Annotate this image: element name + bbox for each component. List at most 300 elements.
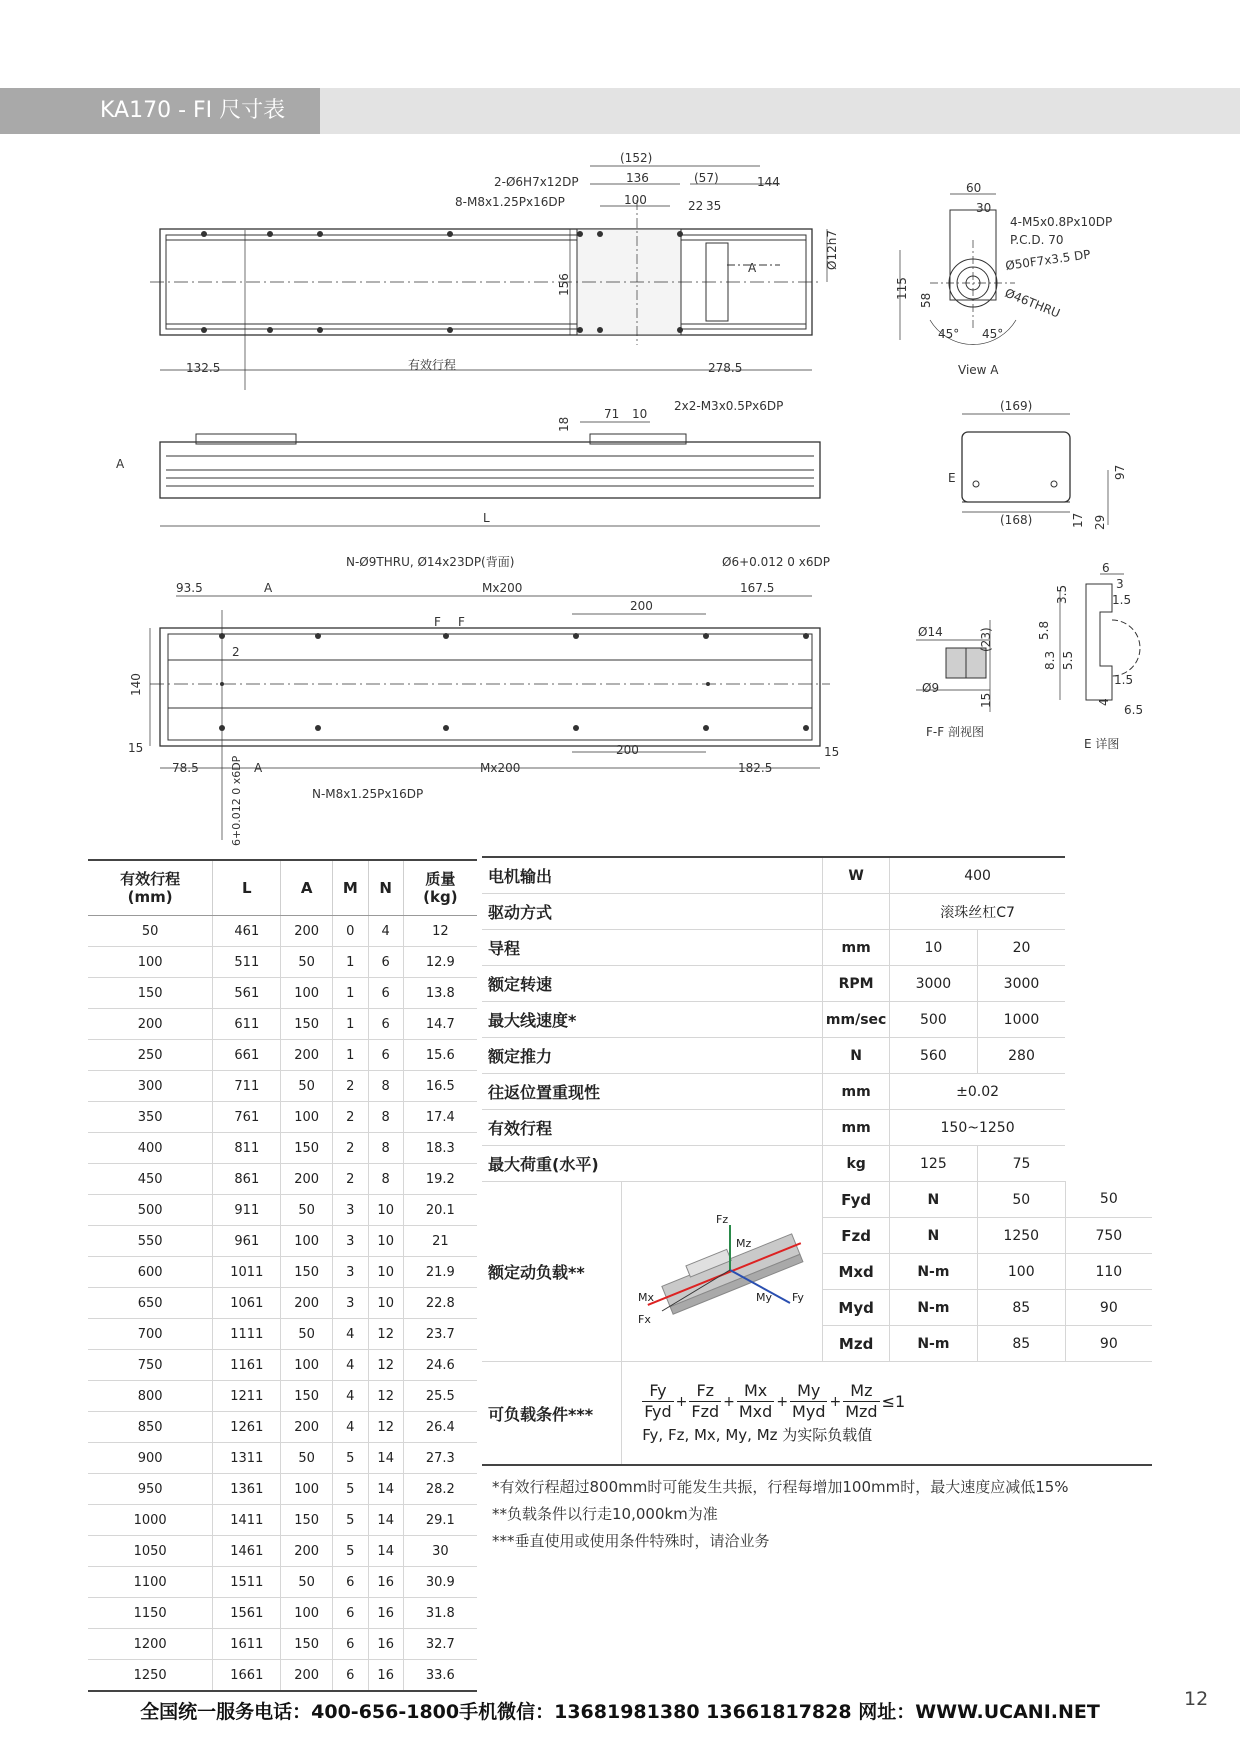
dim-e-6-5: 6.5	[1124, 703, 1144, 717]
dim-169: (169)	[1000, 399, 1033, 413]
dim-e-3: 3	[1116, 577, 1124, 591]
table-cell: 14	[368, 1474, 403, 1505]
load-name: Myd	[823, 1290, 890, 1326]
table-cell: 14.7	[403, 1009, 477, 1040]
dim-35: 35	[706, 199, 722, 213]
dim-30: 30	[976, 201, 992, 215]
table-cell: 3	[332, 1195, 368, 1226]
note-3: ***垂直使用或使用条件特殊时，请洽业务	[492, 1532, 770, 1550]
table-cell: 8	[368, 1071, 403, 1102]
table-row	[88, 1598, 477, 1629]
table-cell: 50	[281, 1071, 333, 1102]
table-row	[88, 978, 477, 1009]
dim-e-5-5: 5.5	[1061, 650, 1075, 670]
table-cell: 16	[368, 1567, 403, 1598]
table-cell: 150	[281, 1381, 333, 1412]
load-value: 110	[1065, 1254, 1152, 1290]
dim-140: 140	[129, 673, 143, 696]
footer-contact: 全国统一服务电话：400-656-1800手机微信：13681981380 13661817828 网址：WWW.UCANI.NET	[140, 1701, 1100, 1723]
dim-m5-holes: 4-M5x0.8Px10DP	[1010, 215, 1113, 229]
dim-152: (152)	[620, 151, 653, 165]
table-cell: 29.1	[403, 1505, 477, 1536]
spec-value: 20	[977, 930, 1065, 966]
table-cell: 150	[281, 1629, 333, 1660]
table-cell: 6	[368, 978, 403, 1009]
dim-15-ff: 15	[979, 692, 993, 708]
table-cell: 1	[332, 1040, 368, 1071]
axis-label-fx: Fx	[638, 1312, 652, 1326]
table-cell: 911	[213, 1195, 281, 1226]
plus-sign: +	[723, 1393, 735, 1410]
table-row	[88, 1412, 477, 1443]
spec-unit: mm	[823, 930, 890, 966]
table-cell: 511	[213, 947, 281, 978]
table-cell: 100	[281, 978, 333, 1009]
table-cell: 1250	[88, 1660, 213, 1692]
spec-label: 有效行程	[482, 1110, 823, 1146]
table-cell: 150	[88, 978, 213, 1009]
table-row	[88, 1505, 477, 1536]
table-cell: 100	[88, 947, 213, 978]
view-a-caption: View A	[958, 363, 999, 377]
table-row	[88, 1319, 477, 1350]
dim-e-1-5-bottom: 1.5	[1114, 673, 1134, 687]
formula-note: Fy, Fz, Mx, My, Mz 为实际负载值	[642, 1426, 873, 1444]
table-cell: 811	[213, 1133, 281, 1164]
detail-mark-e: E	[948, 471, 956, 485]
dim-angle-left: 45°	[938, 327, 960, 341]
notes	[492, 1474, 1069, 1555]
table-cell: 50	[281, 1195, 333, 1226]
header-line-1: A	[300, 879, 313, 897]
spec-value: 75	[977, 1146, 1065, 1182]
table-cell: 1	[332, 978, 368, 1009]
table-cell: 12	[368, 1319, 403, 1350]
dim-10: 10	[632, 407, 648, 421]
dim-78-5: 78.5	[172, 761, 199, 775]
table-cell: 1000	[88, 1505, 213, 1536]
table-cell: 200	[281, 916, 333, 947]
axis-label-my: My	[756, 1290, 773, 1304]
dim-tapped-bottom: N-M8x1.25Px16DP	[312, 787, 424, 801]
dim-e-4: 4	[1097, 698, 1111, 706]
load-name: Fzd	[823, 1218, 890, 1254]
table-cell: 6	[368, 947, 403, 978]
table-cell: 24.6	[403, 1350, 477, 1381]
fraction-denominator: Mxd	[738, 1402, 773, 1421]
dim-e-6: 6	[1102, 561, 1110, 575]
dim-2: 2	[232, 645, 240, 659]
spec-value: 150~1250	[889, 1110, 1065, 1146]
spec-value: 10	[889, 930, 977, 966]
table-cell: 10	[368, 1257, 403, 1288]
spec-label: 额定动负载**	[482, 1182, 622, 1362]
table-cell: 1361	[213, 1474, 281, 1505]
fraction-denominator: Fyd	[644, 1402, 672, 1421]
table-cell: 50	[281, 1319, 333, 1350]
load-unit: N-m	[889, 1254, 977, 1290]
dim-thru-holes: N-Ø9THRU, Ø14x23DP(背面)	[346, 555, 515, 569]
plus-sign: +	[675, 1393, 688, 1410]
table-cell: 100	[281, 1102, 333, 1133]
dim-278-5: 278.5	[708, 361, 743, 375]
dim-a-top: A	[264, 581, 273, 595]
table-cell: 3	[332, 1226, 368, 1257]
spec-label: 额定推力	[482, 1038, 823, 1074]
table-cell: 5	[332, 1474, 368, 1505]
table-cell: 13.8	[403, 978, 477, 1009]
dim-dowel-holes: 2-Ø6H7x12DP	[494, 175, 579, 189]
dim-angle-right: 45°	[982, 327, 1004, 341]
axis-label-fy: Fy	[792, 1290, 805, 1304]
fraction-denominator: Myd	[792, 1402, 826, 1421]
spec-label: 最大线速度*	[482, 1002, 823, 1038]
end-view	[962, 414, 1108, 525]
section-ff-caption: F-F 剖视图	[926, 725, 984, 739]
spec-value: 3000	[977, 966, 1065, 1002]
spec-value: 3000	[889, 966, 977, 1002]
dim-pin-hole: Ø6+0.012 0 x6DP	[722, 555, 830, 569]
dim-182-5: 182.5	[738, 761, 773, 775]
table-cell: 200	[281, 1164, 333, 1195]
table-cell: 27.3	[403, 1443, 477, 1474]
table-cell: 1261	[213, 1412, 281, 1443]
table-cell: 26.4	[403, 1412, 477, 1443]
table-cell: 150	[281, 1009, 333, 1040]
spec-row-max-load	[482, 1146, 1152, 1182]
table-cell: 1061	[213, 1288, 281, 1319]
table-row	[88, 1660, 477, 1692]
spec-label: 最大荷重(水平)	[482, 1146, 823, 1182]
table-cell: 22.8	[403, 1288, 477, 1319]
table-cell: 1211	[213, 1381, 281, 1412]
column-header	[368, 860, 403, 916]
dim-d14: Ø14	[918, 625, 943, 639]
spec-value: 500	[889, 1002, 977, 1038]
spec-row-load-condition	[482, 1362, 1152, 1466]
column-header	[88, 860, 213, 916]
section-mark-a: A	[116, 457, 125, 471]
table-row	[88, 1257, 477, 1288]
table-cell: 16.5	[403, 1071, 477, 1102]
table-cell: 400	[88, 1133, 213, 1164]
table-row	[88, 947, 477, 978]
table-cell: 50	[281, 947, 333, 978]
technical-drawings	[0, 140, 1240, 860]
spec-label: 可负载条件***	[482, 1362, 622, 1466]
spec-row-repeatability	[482, 1074, 1152, 1110]
table-cell: 200	[281, 1288, 333, 1319]
table-cell: 1100	[88, 1567, 213, 1598]
table-cell: 1111	[213, 1319, 281, 1350]
load-unit: N	[889, 1182, 977, 1218]
spec-value: 280	[977, 1038, 1065, 1074]
table-cell: 2	[332, 1102, 368, 1133]
spec-unit: W	[823, 857, 890, 894]
table-cell: 2	[332, 1133, 368, 1164]
load-unit: N-m	[889, 1290, 977, 1326]
load-value: 90	[1065, 1326, 1152, 1362]
table-cell: 4	[368, 916, 403, 947]
dim-168: (168)	[1000, 513, 1033, 527]
spec-unit: RPM	[823, 966, 890, 1002]
dim-156: 156	[557, 273, 571, 296]
spec-unit: mm/sec	[823, 1002, 890, 1038]
table-cell: 20.1	[403, 1195, 477, 1226]
dim-a-bottom: A	[254, 761, 263, 775]
dim-22: 22	[688, 199, 704, 213]
table-cell: 1050	[88, 1536, 213, 1567]
table-cell: 12	[403, 916, 477, 947]
load-value: 100	[977, 1254, 1065, 1290]
table-cell: 1411	[213, 1505, 281, 1536]
table-cell: 561	[213, 978, 281, 1009]
fraction-numerator: Fy	[642, 1381, 673, 1402]
dim-144: 144	[757, 175, 780, 189]
table-cell: 200	[281, 1536, 333, 1567]
load-value: 1250	[977, 1218, 1065, 1254]
dim-100: 100	[624, 193, 647, 207]
fraction-denominator: Fzd	[691, 1402, 720, 1421]
dim-shaft: Ø12h7	[825, 230, 839, 270]
table-cell: 23.7	[403, 1319, 477, 1350]
column-header	[281, 860, 333, 916]
table-cell: 200	[88, 1009, 213, 1040]
load-value: 750	[1065, 1218, 1152, 1254]
table-cell: 300	[88, 1071, 213, 1102]
dim-93-5: 93.5	[176, 581, 203, 595]
page-number: 12	[1184, 1688, 1209, 1710]
table-cell: 14	[368, 1536, 403, 1567]
table-cell: 150	[281, 1133, 333, 1164]
fraction-numerator: Mx	[737, 1381, 774, 1402]
table-cell: 6	[368, 1040, 403, 1071]
table-cell: 2	[332, 1164, 368, 1195]
load-value: 50	[977, 1182, 1065, 1218]
dim-200-bottom: 200	[616, 743, 639, 757]
table-cell: 50	[281, 1443, 333, 1474]
formula-fraction	[790, 1381, 827, 1422]
table-cell: 200	[281, 1040, 333, 1071]
table-cell: 2	[332, 1071, 368, 1102]
spec-row-thrust	[482, 1038, 1152, 1074]
dim-pcd: P.C.D. 70	[1010, 233, 1064, 247]
load-value: 85	[977, 1326, 1065, 1362]
table-cell: 0	[332, 916, 368, 947]
header-line-1: L	[242, 879, 252, 897]
spec-label: 往返位置重现性	[482, 1074, 823, 1110]
table-cell: 861	[213, 1164, 281, 1195]
table-cell: 100	[281, 1598, 333, 1629]
dim-15-left: 15	[128, 741, 144, 755]
table-cell: 1661	[213, 1660, 281, 1692]
formula-fraction	[737, 1381, 774, 1422]
table-cell: 4	[332, 1350, 368, 1381]
table-cell: 1611	[213, 1629, 281, 1660]
dim-bore: Ø46THRU	[1002, 285, 1063, 321]
dim-18: 18	[557, 416, 571, 432]
table-cell: 10	[368, 1288, 403, 1319]
table-cell: 1511	[213, 1567, 281, 1598]
table-cell: 6	[332, 1629, 368, 1660]
table-row	[88, 1474, 477, 1505]
table-row	[88, 1133, 477, 1164]
dim-mx200-bottom: Mx200	[480, 761, 521, 775]
spec-value: 560	[889, 1038, 977, 1074]
table-row	[88, 1226, 477, 1257]
dim-pin-hole-bottom: 6+0.012 0 x6DP	[230, 755, 243, 846]
table-row	[88, 1381, 477, 1412]
table-cell: 4	[332, 1381, 368, 1412]
table-cell: 350	[88, 1102, 213, 1133]
load-unit: N	[889, 1218, 977, 1254]
header-line-2: (kg)	[423, 888, 458, 906]
table-cell: 461	[213, 916, 281, 947]
load-name: Fyd	[823, 1182, 890, 1218]
table-cell: 1	[332, 947, 368, 978]
table-header-row	[88, 860, 477, 916]
detail-e-caption: E 详图	[1084, 737, 1120, 751]
header-line-1: M	[342, 879, 358, 897]
table-row	[88, 1164, 477, 1195]
table-cell: 14	[368, 1443, 403, 1474]
table-cell: 4	[332, 1412, 368, 1443]
spec-unit	[823, 894, 890, 930]
spec-label: 电机输出	[482, 857, 823, 894]
table-cell: 1311	[213, 1443, 281, 1474]
header-line-1: 质量	[425, 870, 456, 888]
dim-e-1-5-top: 1.5	[1112, 593, 1132, 607]
table-cell: 900	[88, 1443, 213, 1474]
table-cell: 661	[213, 1040, 281, 1071]
dim-136: 136	[626, 171, 649, 185]
table-cell: 1150	[88, 1598, 213, 1629]
table-cell: 200	[281, 1660, 333, 1692]
column-header	[403, 860, 477, 916]
table-cell: 12	[368, 1350, 403, 1381]
spec-label: 驱动方式	[482, 894, 823, 930]
table-row	[88, 1195, 477, 1226]
dim-58: 58	[919, 292, 933, 308]
page-title: KA170 - FI 尺寸表	[0, 88, 320, 134]
spec-label: 额定转速	[482, 966, 823, 1002]
header-line-1: 有效行程	[120, 870, 181, 888]
table-cell: 6	[368, 1009, 403, 1040]
fraction-numerator: Mz	[843, 1381, 879, 1402]
table-cell: 1200	[88, 1629, 213, 1660]
table-row	[88, 1071, 477, 1102]
dim-167-5: 167.5	[740, 581, 775, 595]
column-header	[213, 860, 281, 916]
table-cell: 32.7	[403, 1629, 477, 1660]
formula-fraction	[642, 1381, 673, 1422]
table-row	[88, 1009, 477, 1040]
view-a	[900, 194, 1016, 344]
axis-diagram-image	[622, 1185, 822, 1355]
spec-value: 400	[889, 857, 1065, 894]
table-cell: 761	[213, 1102, 281, 1133]
table-cell: 500	[88, 1195, 213, 1226]
dim-stroke: 有效行程	[408, 358, 457, 372]
table-cell: 5	[332, 1505, 368, 1536]
header-line-1: N	[379, 879, 392, 897]
table-cell: 10	[368, 1226, 403, 1257]
table-cell: 950	[88, 1474, 213, 1505]
table-cell: 19.2	[403, 1164, 477, 1195]
table-cell: 8	[368, 1133, 403, 1164]
section-f-right: F	[458, 615, 465, 629]
column-header	[332, 860, 368, 916]
load-condition-formula	[622, 1362, 1152, 1466]
spec-row-drive	[482, 894, 1152, 930]
dim-L: L	[483, 511, 490, 525]
table-cell: 100	[281, 1474, 333, 1505]
section-f-left: F	[434, 615, 441, 629]
table-cell: 1461	[213, 1536, 281, 1567]
table-cell: 12.9	[403, 947, 477, 978]
table-cell: 1561	[213, 1598, 281, 1629]
dim-29: 29	[1093, 514, 1107, 530]
dim-m3-holes: 2x2-M3x0.5Px6DP	[674, 399, 784, 413]
table-cell: 30.9	[403, 1567, 477, 1598]
view-arrow-a: A	[748, 261, 757, 275]
table-cell: 200	[281, 1412, 333, 1443]
table-cell: 1	[332, 1009, 368, 1040]
spec-unit: mm	[823, 1110, 890, 1146]
table-cell: 5	[332, 1443, 368, 1474]
dim-e-8-3: 8.3	[1043, 650, 1057, 670]
note-2: **负载条件以行走10,000km为准	[492, 1505, 718, 1523]
dim-60: 60	[966, 181, 982, 195]
spec-table	[482, 856, 1152, 1466]
spec-value: 滚珠丝杠C7	[889, 894, 1065, 930]
table-cell: 15.6	[403, 1040, 477, 1071]
table-cell: 100	[281, 1350, 333, 1381]
load-name: Mxd	[823, 1254, 890, 1290]
dim-57: (57)	[694, 171, 719, 185]
side-view	[160, 422, 820, 526]
fraction-numerator: Fz	[689, 1381, 721, 1402]
plus-sign: +	[776, 1393, 789, 1410]
formula-fraction	[689, 1381, 721, 1422]
formula-fraction	[843, 1381, 879, 1422]
axis-label-mx: Mx	[638, 1290, 655, 1304]
dim-spigot: Ø50F7x3.5 DP	[1004, 247, 1092, 273]
axis-label-mz: Mz	[736, 1236, 752, 1250]
axis-label-fz: Fz	[716, 1212, 729, 1226]
table-cell: 16	[368, 1598, 403, 1629]
table-cell: 961	[213, 1226, 281, 1257]
table-row	[88, 916, 477, 947]
table-cell: 31.8	[403, 1598, 477, 1629]
table-cell: 5	[332, 1536, 368, 1567]
dim-15-right: 15	[824, 745, 840, 759]
table-cell: 12	[368, 1412, 403, 1443]
spec-value: 125	[889, 1146, 977, 1182]
dim-200-top: 200	[630, 599, 653, 613]
table-cell: 6	[332, 1660, 368, 1692]
table-cell: 14	[368, 1505, 403, 1536]
spec-unit: N	[823, 1038, 890, 1074]
spec-value: 1000	[977, 1002, 1065, 1038]
spec-row-dynamic-fyd	[482, 1182, 1152, 1218]
formula	[642, 1381, 1152, 1422]
load-unit: N-m	[889, 1326, 977, 1362]
table-cell: 1161	[213, 1350, 281, 1381]
table-cell: 28.2	[403, 1474, 477, 1505]
table-cell: 16	[368, 1660, 403, 1692]
table-row	[88, 1567, 477, 1598]
